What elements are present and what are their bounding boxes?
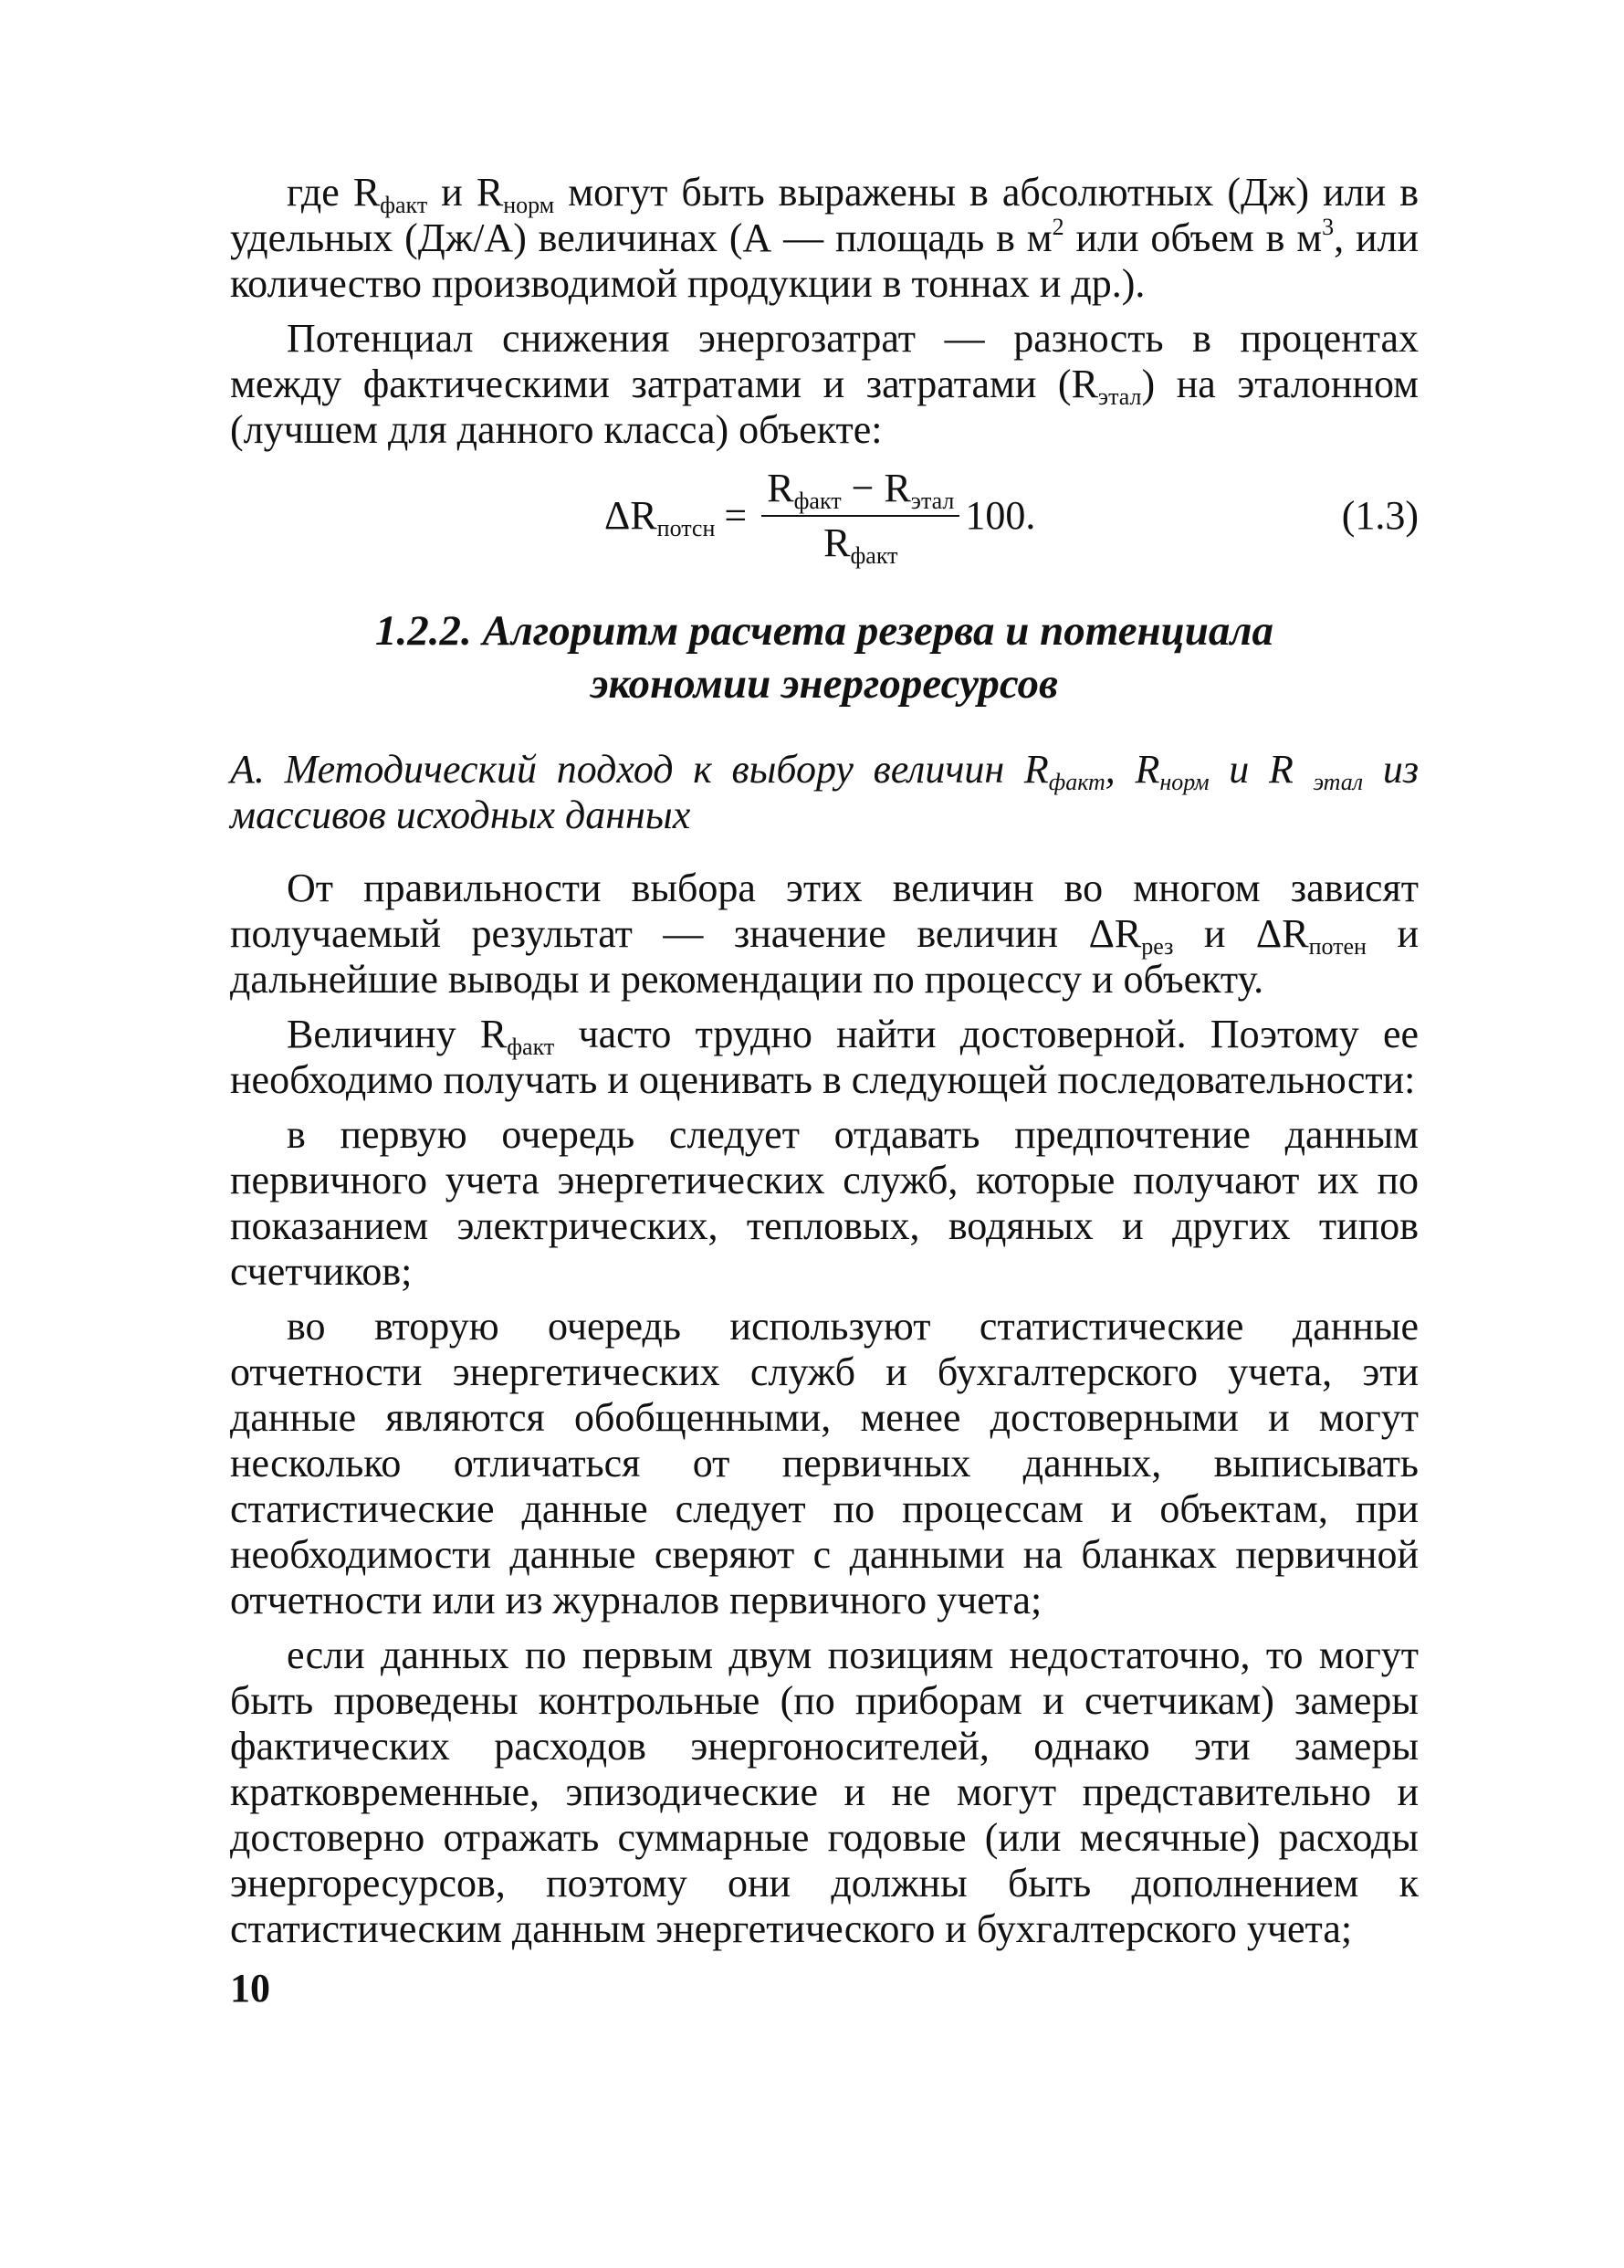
text-run: и дальнейшие выводы и рекомендации по процессу и объекту. [230, 911, 1420, 1002]
section-heading-line-1: 1.2.2. Алгоритм расчета резерва и потенциала [374, 607, 1274, 655]
text-run: могут быть выражены в абсолютных (Дж) или в удельных (Дж/А) величинах (А — площадь в м [230, 170, 1419, 260]
text-run: часто трудно найти достоверной. Поэтому ее необходимо получать и оценивать в следующей последовательности: [230, 1012, 1420, 1102]
paragraph-rfact [230, 1012, 1419, 1103]
section-heading [230, 604, 1419, 710]
subsection-heading [230, 747, 1419, 838]
paragraph-first-priority: в первую очередь следует отдавать предпочтение данным первичного учета энергетических служб, которые получают их по показанием электрических, тепловых, водяных и других типов счетчиков; [230, 1112, 1419, 1294]
subscript: факт [1048, 769, 1105, 795]
subscript: этал [1313, 769, 1364, 795]
paragraph-second-priority: во вторую очередь используют статистические данные отчетности энергетических служб и бухгалтерского учета, эти данные являются обобщенными, менее достоверными и могут несколько отличаться от первичных данных, выписывать статистические данные следует по процессам и объектам, при необходимости данные сверяют с данными на бланках первичной отчетности или из журналов первичного учета; [230, 1304, 1419, 1622]
subscript: этал [1097, 383, 1142, 410]
subscript: норм [1159, 769, 1210, 795]
equation-number: (1.3) [1341, 493, 1419, 538]
subscript: факт [380, 192, 428, 218]
page-number: 10 [230, 1966, 270, 2011]
paragraph-potential [230, 316, 1419, 453]
equation-lhs: $\Delta R_{потсн}$ [604, 493, 716, 541]
text-column [230, 170, 1419, 1952]
text-run: Величину R [287, 1012, 508, 1056]
section-heading-line-2: экономии энергоресурсов [590, 660, 1059, 708]
text-run: или объем в м [1063, 215, 1323, 260]
paragraph-third-priority: если данных по первым двум позициям недостаточно, то могут быть проведены контрольные (по приборам и счетчикам) замеры фактических расходов энергоносителей, однако эти замеры кратковременные, эпизодические и не могут представительно и достоверно отражать суммарные годовые (или месячные) расходы энергоресурсов, поэтому они должны быть дополнением к статистическим данным энергетического и бухгалтерского учета; [230, 1633, 1419, 1951]
text-run: и R [427, 170, 504, 215]
text-run: От правильности выбора этих величин во многом зависят получаемый результат — значение величин ΔR [230, 866, 1419, 956]
paragraph-definition [230, 170, 1419, 307]
subscript: факт [507, 1034, 555, 1060]
superscript: 2 [1052, 214, 1064, 240]
text-run: А. Методический подход к выбору величин R [230, 747, 1049, 792]
subscript: потен [1308, 933, 1367, 960]
paragraph-choice [230, 866, 1419, 1003]
subscript: норм [503, 192, 555, 218]
superscript: 3 [1322, 214, 1335, 240]
text-run: Потенциал снижения энергозатрат — разность в процентах между фактическими затратами и затратами (R [230, 316, 1419, 406]
fraction-denominator: $R_{факт}$ [823, 520, 898, 569]
equals-sign: = [724, 493, 748, 538]
fraction [761, 466, 959, 569]
text-run: где R [287, 170, 381, 215]
text-run: ) на эталонном (лучшем для данного класса) объекте: [230, 362, 1419, 452]
text-run: , R [1105, 747, 1160, 792]
equation-factor: 100. [965, 493, 1036, 538]
text-run: из массивов исходных данных [230, 747, 1419, 837]
text-run: и R [1209, 747, 1314, 792]
equation-body [604, 466, 1036, 569]
subscript: рез [1141, 933, 1174, 960]
text-run: , или количество производимой продукции в тоннах и др.). [230, 215, 1419, 306]
fraction-numerator: $R_{факт} - R_{этал}$ [767, 466, 955, 514]
text-run: и ΔR [1173, 911, 1309, 956]
equation-1-3 [230, 453, 1419, 590]
